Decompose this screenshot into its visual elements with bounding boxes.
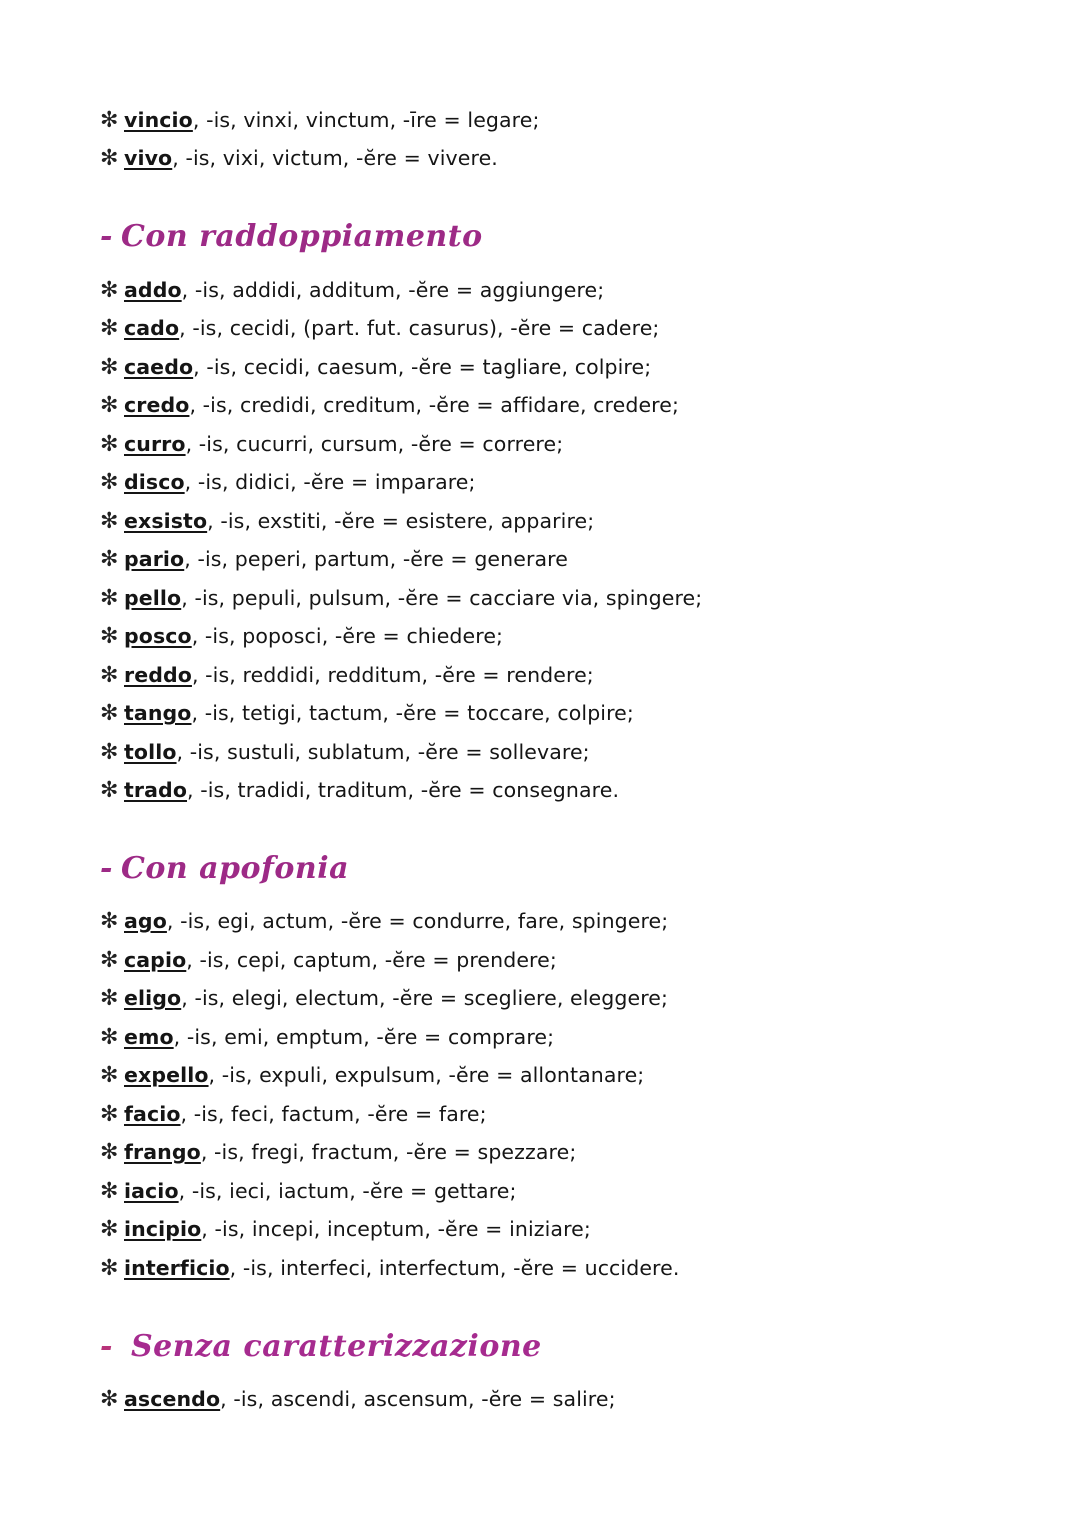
asterisk-bullet-icon: ✻ <box>100 663 119 688</box>
verb-forms: , -is, incepi, inceptum, -ĕre = iniziare; <box>201 1217 591 1241</box>
verb-forms: , -is, cepi, captum, -ĕre = prendere; <box>186 948 557 972</box>
asterisk-bullet-icon: ✻ <box>100 1063 119 1088</box>
asterisk-bullet-icon: ✻ <box>100 393 119 418</box>
verb-forms: , -is, tetigi, tactum, -ĕre = toccare, colpire; <box>191 701 634 725</box>
verb-forms: , -is, credidi, creditum, -ĕre = affidare, credere; <box>189 393 679 417</box>
verb-entry <box>100 737 590 767</box>
verb-lemma: ascendo <box>124 1387 221 1411</box>
verb-entry <box>100 275 604 305</box>
asterisk-bullet-icon: ✻ <box>100 316 119 341</box>
heading-dash: - <box>100 851 113 886</box>
verb-forms: , -is, poposci, -ĕre = chiedere; <box>191 624 504 648</box>
verb-entry <box>100 1137 576 1167</box>
verb-lemma: frango <box>124 1140 201 1164</box>
verb-forms: , -is, vinxi, vinctum, -īre = legare; <box>192 108 540 132</box>
verb-entry <box>100 390 679 420</box>
verb-entry <box>100 143 498 173</box>
verb-lemma: pario <box>124 547 185 571</box>
verb-lemma: pello <box>124 586 182 610</box>
verb-entry <box>100 906 668 936</box>
verb-lemma: tollo <box>124 740 177 764</box>
verb-lemma: trado <box>124 778 188 802</box>
asterisk-bullet-icon: ✻ <box>100 1387 119 1412</box>
verb-entry <box>100 983 668 1013</box>
verb-entry <box>100 1099 487 1129</box>
verb-lemma: disco <box>124 470 185 494</box>
verb-forms: , -is, ieci, iactum, -ĕre = gettare; <box>178 1179 517 1203</box>
verb-lemma: cado <box>124 316 180 340</box>
asterisk-bullet-icon: ✻ <box>100 701 119 726</box>
verb-lemma: vivo <box>124 146 173 170</box>
verb-lemma: capio <box>124 948 187 972</box>
asterisk-bullet-icon: ✻ <box>100 432 119 457</box>
verb-forms: , -is, cucurri, cursum, -ĕre = correre; <box>185 432 564 456</box>
verb-forms: , -is, egi, actum, -ĕre = condurre, fare, spingere; <box>166 909 669 933</box>
asterisk-bullet-icon: ✻ <box>100 278 119 303</box>
verb-entry <box>100 1214 591 1244</box>
verb-forms: , -is, feci, factum, -ĕre = fare; <box>180 1102 487 1126</box>
asterisk-bullet-icon: ✻ <box>100 986 119 1011</box>
asterisk-bullet-icon: ✻ <box>100 509 119 534</box>
asterisk-bullet-icon: ✻ <box>100 1025 119 1050</box>
verb-lemma: curro <box>124 432 186 456</box>
verb-forms: , -is, emi, emptum, -ĕre = comprare; <box>173 1025 555 1049</box>
verb-lemma: tango <box>124 701 192 725</box>
verb-entry <box>100 544 568 574</box>
asterisk-bullet-icon: ✻ <box>100 470 119 495</box>
asterisk-bullet-icon: ✻ <box>100 778 119 803</box>
verb-entry <box>100 945 557 975</box>
verb-entry <box>100 313 659 343</box>
section-heading <box>100 212 483 262</box>
asterisk-bullet-icon: ✻ <box>100 547 119 572</box>
asterisk-bullet-icon: ✻ <box>100 624 119 649</box>
verb-lemma: interficio <box>124 1256 230 1280</box>
verb-forms: , -is, reddidi, redditum, -ĕre = rendere; <box>191 663 594 687</box>
asterisk-bullet-icon: ✻ <box>100 740 119 765</box>
verb-entry <box>100 583 702 613</box>
verb-forms: , -is, tradidi, traditum, -ĕre = consegnare. <box>187 778 620 802</box>
asterisk-bullet-icon: ✻ <box>100 586 119 611</box>
verb-lemma: eligo <box>124 986 182 1010</box>
verb-forms: , -is, ascendi, ascensum, -ĕre = salire; <box>220 1387 616 1411</box>
section-heading <box>100 1322 542 1372</box>
verb-entry <box>100 698 634 728</box>
verb-entry <box>100 352 651 382</box>
section-heading <box>100 844 349 894</box>
verb-forms: , -is, cecidi, caesum, -ĕre = tagliare, colpire; <box>193 355 652 379</box>
verb-entry <box>100 429 563 459</box>
verb-lemma: exsisto <box>124 509 208 533</box>
section-heading-text: Senza caratterizzazione <box>130 1329 542 1364</box>
verb-forms: , -is, fregi, fractum, -ĕre = spezzare; <box>200 1140 577 1164</box>
asterisk-bullet-icon: ✻ <box>100 108 119 133</box>
verb-forms: , -is, pepuli, pulsum, -ĕre = cacciare via, spingere; <box>181 586 703 610</box>
asterisk-bullet-icon: ✻ <box>100 1140 119 1165</box>
asterisk-bullet-icon: ✻ <box>100 1217 119 1242</box>
verb-lemma: addo <box>124 278 182 302</box>
verb-forms: , -is, elegi, electum, -ĕre = scegliere, eleggere; <box>181 986 669 1010</box>
verb-entry <box>100 1384 616 1414</box>
verb-lemma: credo <box>124 393 190 417</box>
verb-lemma: emo <box>124 1025 174 1049</box>
asterisk-bullet-icon: ✻ <box>100 1179 119 1204</box>
verb-lemma: facio <box>124 1102 181 1126</box>
asterisk-bullet-icon: ✻ <box>100 146 119 171</box>
asterisk-bullet-icon: ✻ <box>100 1256 119 1281</box>
verb-lemma: posco <box>124 624 192 648</box>
verb-entry <box>100 775 619 805</box>
verb-entry <box>100 506 594 536</box>
verb-forms: , -is, sustuli, sublatum, -ĕre = sollevare; <box>176 740 590 764</box>
verb-forms: , -is, interfeci, interfectum, -ĕre = uccidere. <box>229 1256 680 1280</box>
asterisk-bullet-icon: ✻ <box>100 1102 119 1127</box>
verb-lemma: caedo <box>124 355 194 379</box>
verb-entry <box>100 1060 644 1090</box>
verb-entry <box>100 621 503 651</box>
verb-forms: , -is, expuli, expulsum, -ĕre = allontanare; <box>208 1063 645 1087</box>
verb-forms: , -is, peperi, partum, -ĕre = generare <box>184 547 568 571</box>
verb-entry <box>100 105 539 135</box>
asterisk-bullet-icon: ✻ <box>100 909 119 934</box>
heading-dash: - <box>100 1329 113 1364</box>
section-heading-text: Con apofonia <box>120 851 350 886</box>
verb-forms: , -is, exstiti, -ĕre = esistere, apparire; <box>207 509 595 533</box>
verb-entry <box>100 467 476 497</box>
verb-forms: , -is, cecidi, (part. fut. casurus), -ĕre = cadere; <box>179 316 660 340</box>
verb-entry <box>100 1253 679 1283</box>
verb-lemma: ago <box>124 909 167 933</box>
asterisk-bullet-icon: ✻ <box>100 355 119 380</box>
verb-lemma: expello <box>124 1063 209 1087</box>
verb-lemma: vincio <box>124 108 193 132</box>
verb-lemma: reddo <box>124 663 192 687</box>
verb-entry <box>100 1176 517 1206</box>
verb-lemma: incipio <box>124 1217 202 1241</box>
asterisk-bullet-icon: ✻ <box>100 948 119 973</box>
verb-forms: , -is, didici, -ĕre = imparare; <box>184 470 476 494</box>
verb-entry <box>100 660 594 690</box>
verb-forms: , -is, vixi, victum, -ĕre = vivere. <box>172 146 498 170</box>
verb-forms: , -is, addidi, additum, -ĕre = aggiungere; <box>181 278 605 302</box>
verb-lemma: iacio <box>124 1179 179 1203</box>
verb-entry <box>100 1022 554 1052</box>
heading-dash: - <box>100 219 113 254</box>
section-heading-text: Con raddoppiamento <box>120 219 483 254</box>
